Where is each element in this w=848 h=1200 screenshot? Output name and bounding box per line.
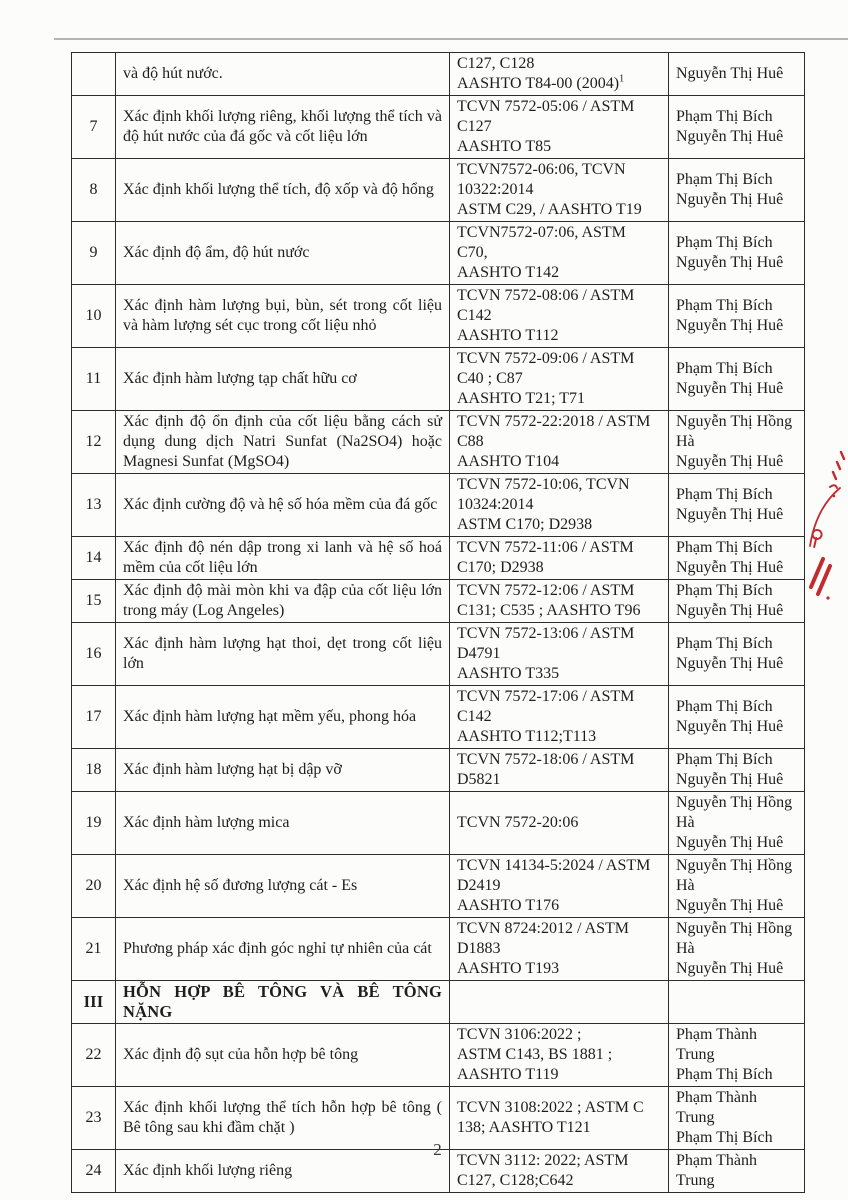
assignee-name: Nguyễn Thị Huê — [676, 65, 784, 82]
standard-line: TCVN 7572-17:06 / ASTM — [457, 688, 635, 705]
table-row — [72, 537, 805, 580]
row-number-cell: 13 — [72, 474, 116, 537]
red-ink-annotation — [804, 446, 848, 621]
table-row — [72, 222, 805, 285]
standards-cell — [450, 537, 669, 580]
row-number-cell: 9 — [72, 222, 116, 285]
standards-cell — [450, 222, 669, 285]
standard-line: 138; AASHTO T121 — [457, 1119, 591, 1136]
description-cell: Xác định cường độ và hệ số hóa mềm của đá gốc — [116, 474, 450, 537]
standard-line: D5821 — [457, 771, 501, 788]
assignees-cell — [669, 1024, 805, 1087]
standards-cell — [450, 981, 669, 1024]
assignees-cell — [669, 348, 805, 411]
assignee-name: Nguyễn Thị Huê — [676, 380, 784, 397]
description-cell: Phương pháp xác định góc nghỉ tự nhiên của cát — [116, 918, 450, 981]
standard-line: C142 — [457, 307, 492, 324]
row-number-cell: 22 — [72, 1024, 116, 1087]
assignees-cell — [669, 411, 805, 474]
row-number-cell: III — [72, 981, 116, 1024]
assignee-name: Phạm Thị Bích — [676, 698, 773, 715]
table-row — [72, 792, 805, 855]
assignees-cell — [669, 474, 805, 537]
standard-line: AASHTO T104 — [457, 453, 560, 470]
assignee-name: Phạm Thị Bích — [676, 171, 773, 188]
row-number-cell: 17 — [72, 686, 116, 749]
assignees-cell — [669, 855, 805, 918]
assignees-cell — [669, 580, 805, 623]
row-number-cell: 18 — [72, 749, 116, 792]
row-number-cell: 20 — [72, 855, 116, 918]
table-row — [72, 918, 805, 981]
standards-cell — [450, 792, 669, 855]
table-row — [72, 348, 805, 411]
standard-line: D2419 — [457, 877, 501, 894]
standard-line: 10322:2014 — [457, 181, 534, 198]
table-row — [72, 474, 805, 537]
test-methods-table — [71, 52, 805, 1193]
standard-line: AASHTO T335 — [457, 665, 560, 682]
standard-line: 10324:2014 — [457, 496, 534, 513]
standard-line: TCVN 3108:2022 ; ASTM C — [457, 1099, 644, 1116]
assignee-name: Nguyễn Thị Hồng Hà — [676, 413, 793, 450]
assignee-name: Phạm Thị Bích — [676, 539, 773, 556]
description-cell: và độ hút nước. — [116, 53, 450, 96]
assignee-name: Phạm Thị Bích — [676, 751, 773, 768]
standards-cell — [450, 348, 669, 411]
description-cell: Xác định độ sụt của hỗn hợp bê tông — [116, 1024, 450, 1087]
table-row — [72, 686, 805, 749]
description-cell: Xác định hàm lượng tạp chất hữu cơ — [116, 348, 450, 411]
standards-cell — [450, 285, 669, 348]
assignees-cell — [669, 686, 805, 749]
description-cell: Xác định khối lượng thể tích hỗn hợp bê tông ( Bê tông sau khi đầm chặt ) — [116, 1087, 450, 1150]
row-number-cell: 21 — [72, 918, 116, 981]
table-row — [72, 411, 805, 474]
assignee-name: Nguyễn Thị Huê — [676, 453, 784, 470]
standard-line: TCVN7572-06:06, TCVN — [457, 161, 626, 178]
description-cell: Xác định hệ số đương lượng cát - Es — [116, 855, 450, 918]
assignees-cell — [669, 537, 805, 580]
standard-line: C127 — [457, 118, 492, 135]
standards-cell — [450, 474, 669, 537]
assignee-name: Nguyễn Thị Huê — [676, 254, 784, 271]
assignee-name: Phạm Thị Bích — [676, 1066, 773, 1083]
assignees-cell — [669, 792, 805, 855]
description-cell: Xác định độ nén dập trong xi lanh và hệ số hoá mềm của cốt liệu lớn — [116, 537, 450, 580]
standards-cell — [450, 918, 669, 981]
assignee-name: Nguyễn Thị Huê — [676, 128, 784, 145]
standard-line: C142 — [457, 708, 492, 725]
standard-line: TCVN 7572-12:06 / ASTM — [457, 582, 635, 599]
assignees-cell — [669, 222, 805, 285]
standard-line: ASTM C29, / AASHTO T19 — [457, 201, 642, 218]
standard-line: AASHTO T119 — [457, 1066, 559, 1083]
assignee-name: Phạm Thị Bích — [676, 297, 773, 314]
standards-cell — [450, 1024, 669, 1087]
assignees-cell — [669, 749, 805, 792]
assignee-name: Nguyễn Thị Huê — [676, 191, 784, 208]
assignee-name: Nguyễn Thị Huê — [676, 559, 784, 576]
assignees-cell — [669, 623, 805, 686]
standards-cell — [450, 749, 669, 792]
standard-line: AASHTO T112 — [457, 327, 559, 344]
standard-line: AASHTO T142 — [457, 264, 560, 281]
standard-line: TCVN 7572-22:2018 / ASTM — [457, 413, 651, 430]
standard-line: ASTM C170; D2938 — [457, 516, 593, 533]
standard-line: TCVN 7572-08:06 / ASTM — [457, 287, 635, 304]
standard-line: TCVN 14134-5:2024 / ASTM — [457, 857, 651, 874]
standard-line: C170; D2938 — [457, 559, 544, 576]
assignee-name: Phạm Thành Trung — [676, 1026, 758, 1063]
standard-line: TCVN7572-07:06, ASTM — [457, 224, 626, 241]
row-number-cell: 7 — [72, 96, 116, 159]
standard-line: AASHTO T85 — [457, 138, 552, 155]
row-number-cell — [72, 53, 116, 96]
row-number-cell: 23 — [72, 1087, 116, 1150]
standard-line: TCVN 7572-13:06 / ASTM — [457, 625, 635, 642]
description-cell: Xác định hàm lượng hạt bị dập vỡ — [116, 749, 450, 792]
standard-line: AASHTO T21; T71 — [457, 390, 586, 407]
assignees-cell — [669, 918, 805, 981]
standard-line: TCVN 7572-10:06, TCVN — [457, 476, 630, 493]
standards-cell — [450, 411, 669, 474]
scan-edge-line — [54, 38, 848, 40]
assignees-cell — [669, 285, 805, 348]
standard-line: TCVN 7572-11:06 / ASTM — [457, 539, 634, 556]
standard-line: C70, — [457, 244, 488, 261]
table-row — [72, 1024, 805, 1087]
assignees-cell — [669, 981, 805, 1024]
row-number-cell: 10 — [72, 285, 116, 348]
standards-cell — [450, 623, 669, 686]
standard-line: C40 ; C87 — [457, 370, 523, 387]
description-cell: Xác định khối lượng riêng, khối lượng thể tích và độ hút nước của đá gốc và cốt liệu lớn — [116, 96, 450, 159]
table-row — [72, 981, 805, 1024]
description-cell: Xác định độ ổn định của cốt liệu bằng cách sử dụng dung dịch Natri Sunfat (Na2SO4) hoặc Magnesi Sunfat (MgSO4) — [116, 411, 450, 474]
table-row — [72, 623, 805, 686]
description-cell: Xác định khối lượng thể tích, độ xốp và độ hổng — [116, 159, 450, 222]
row-number-cell: 19 — [72, 792, 116, 855]
row-number-cell: 11 — [72, 348, 116, 411]
table-row — [72, 749, 805, 792]
row-number-cell: 12 — [72, 411, 116, 474]
assignee-name: Nguyễn Thị Huê — [676, 960, 784, 977]
standard-line: TCVN 3112: 2022; ASTM — [457, 1152, 629, 1169]
assignee-name: Nguyễn Thị Huê — [676, 317, 784, 334]
assignees-cell — [669, 53, 805, 96]
assignee-name: Nguyễn Thị Hồng Hà — [676, 857, 793, 894]
standard-line: AASHTO T193 — [457, 960, 560, 977]
standard-line: C131; C535 ; AASHTO T96 — [457, 602, 641, 619]
assignee-name: Phạm Thị Bích — [676, 108, 773, 125]
assignee-name: Phạm Thị Bích — [676, 1129, 773, 1146]
assignees-cell — [669, 96, 805, 159]
table-row — [72, 96, 805, 159]
standard-line: TCVN 7572-20:06 — [457, 814, 579, 831]
row-number-cell: 16 — [72, 623, 116, 686]
standards-cell — [450, 686, 669, 749]
table-row — [72, 580, 805, 623]
description-cell: Xác định hàm lượng hạt thoi, dẹt trong cốt liệu lớn — [116, 623, 450, 686]
table-row — [72, 53, 805, 96]
test-methods-table-body — [72, 53, 805, 1193]
assignee-name: Nguyễn Thị Huê — [676, 718, 784, 735]
assignee-name: Nguyễn Thị Hồng Hà — [676, 920, 793, 957]
standards-cell — [450, 53, 669, 96]
standard-line: TCVN 7572-09:06 / ASTM — [457, 350, 635, 367]
row-number-cell: 8 — [72, 159, 116, 222]
assignee-name: Phạm Thị Bích — [676, 360, 773, 377]
footnote-marker: 1 — [619, 73, 625, 85]
description-cell: Xác định độ mài mòn khi va đập của cốt liệu lớn trong máy (Log Angeles) — [116, 580, 450, 623]
description-cell: Xác định hàm lượng mica — [116, 792, 450, 855]
assignee-name: Phạm Thành Trung — [676, 1152, 758, 1189]
standards-cell — [450, 96, 669, 159]
standard-line: AASHTO T176 — [457, 897, 560, 914]
page-number: 2 — [433, 1140, 442, 1159]
description-cell: HỖN HỢP BÊ TÔNG VÀ BÊ TÔNG NẶNG — [116, 981, 450, 1024]
assignee-name: Phạm Thành Trung — [676, 1089, 758, 1126]
description-cell: Xác định hàm lượng hạt mềm yếu, phong hóa — [116, 686, 450, 749]
standards-cell — [450, 855, 669, 918]
assignee-name: Nguyễn Thị Huê — [676, 834, 784, 851]
assignee-name: Nguyễn Thị Hồng Hà — [676, 794, 793, 831]
assignee-name: Phạm Thị Bích — [676, 582, 773, 599]
standard-line: TCVN 7572-05:06 / ASTM — [457, 98, 635, 115]
standard-line: ASTM C143, BS 1881 ; — [457, 1046, 613, 1063]
table-row — [72, 855, 805, 918]
assignee-name: Nguyễn Thị Huê — [676, 506, 784, 523]
table-row — [72, 159, 805, 222]
row-number-cell: 15 — [72, 580, 116, 623]
standard-line: TCVN 8724:2012 / ASTM — [457, 920, 630, 937]
row-number-cell: 24 — [72, 1150, 116, 1193]
standard-line: C88 — [457, 433, 484, 450]
standard-line: C127, C128 — [457, 55, 535, 72]
table-row — [72, 285, 805, 348]
standards-cell — [450, 580, 669, 623]
standard-line: AASHTO T112;T113 — [457, 728, 597, 745]
assignee-name: Nguyễn Thị Huê — [676, 602, 784, 619]
description-cell: Xác định hàm lượng bụi, bùn, sét trong cốt liệu và hàm lượng sét cục trong cốt liệu nhỏ — [116, 285, 450, 348]
standard-line: C127, C128;C642 — [457, 1172, 574, 1189]
standard-line: TCVN 7572-18:06 / ASTM — [457, 751, 635, 768]
description-cell: Xác định độ ẩm, độ hút nước — [116, 222, 450, 285]
assignee-name: Nguyễn Thị Huê — [676, 655, 784, 672]
assignees-cell — [669, 159, 805, 222]
standard-line: D1883 — [457, 940, 501, 957]
description-cell: Xác định khối lượng riêng — [116, 1150, 450, 1193]
standards-cell — [450, 159, 669, 222]
assignee-name: Phạm Thị Bích — [676, 635, 773, 652]
standard-line: TCVN 3106:2022 ; — [457, 1026, 582, 1043]
assignee-name: Phạm Thị Bích — [676, 234, 773, 251]
assignee-name: Nguyễn Thị Huê — [676, 897, 784, 914]
row-number-cell: 14 — [72, 537, 116, 580]
standard-line: AASHTO T84-00 (2004)$^1$ — [457, 73, 625, 92]
assignee-name: Nguyễn Thị Huê — [676, 771, 784, 788]
assignee-name: Phạm Thị Bích — [676, 486, 773, 503]
standard-line: D4791 — [457, 645, 501, 662]
